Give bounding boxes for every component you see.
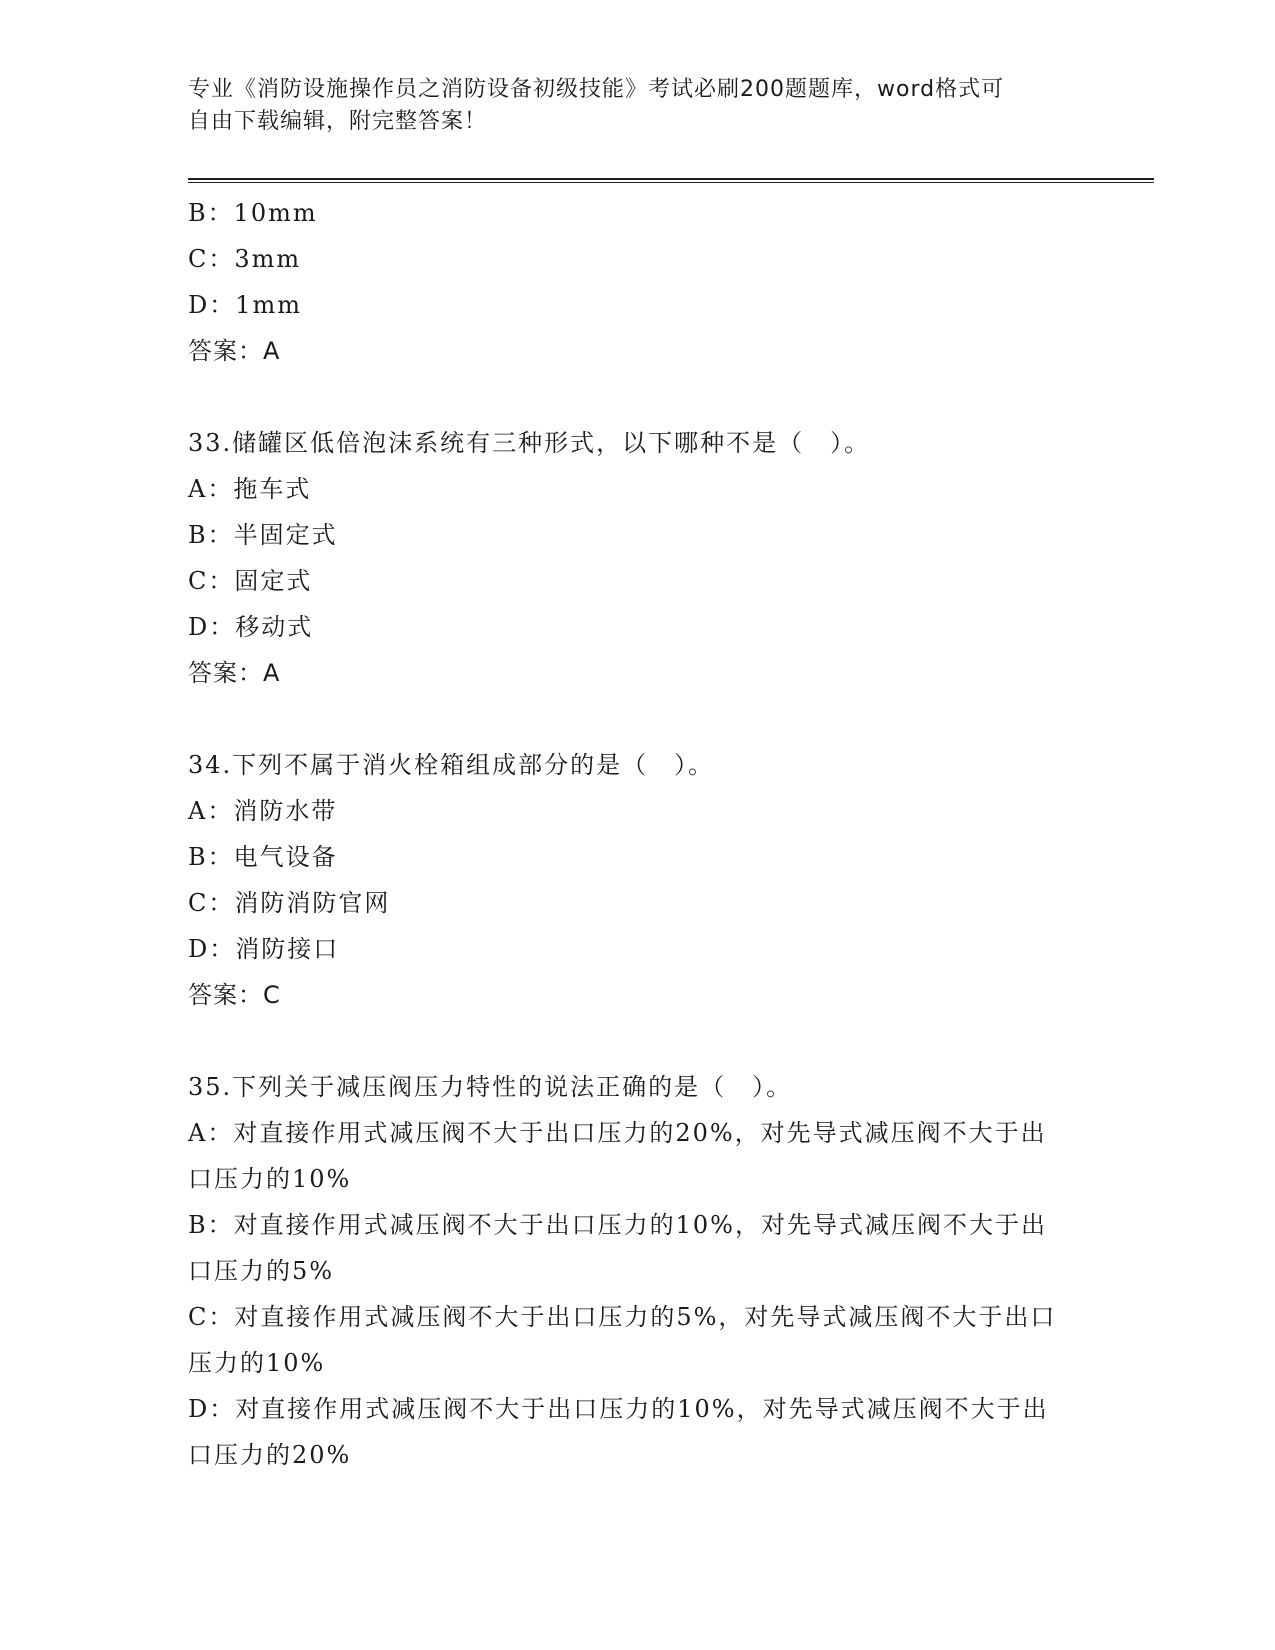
question-33: [188, 420, 1088, 696]
question-35: [188, 1064, 1088, 1478]
option-d: D：消防接口: [188, 935, 340, 963]
question-stem: 33.储罐区低倍泡沫系统有三种形式，以下哪种不是（ ）。: [188, 429, 871, 457]
option-c: C：3mm: [188, 245, 302, 273]
answer-label: 答案：A: [188, 659, 281, 687]
option-b: B：半固定式: [188, 521, 338, 549]
option-b: B：电气设备: [188, 843, 338, 871]
question-34: [188, 742, 1088, 1018]
option-d: D：对直接作用式减压阀不大于出口压力的10%，对先导式减压阀不大于出口压力的20%: [188, 1395, 1049, 1469]
option-c: C：消防消防官网: [188, 889, 391, 917]
header-line-1: 专业《消防设施操作员之消防设备初级技能》考试必刷200题题库，word格式可: [188, 77, 1005, 102]
question-list: [188, 190, 1088, 1478]
prev-question-block: [188, 190, 1088, 374]
option-d: D：移动式: [188, 613, 314, 641]
header-divider: [188, 178, 1154, 183]
option-c: C：对直接作用式减压阀不大于出口压力的5%，对先导式减压阀不大于出口压力的10%: [188, 1303, 1057, 1377]
option-d: D：1mm: [188, 291, 303, 319]
option-a: A：消防水带: [188, 797, 338, 825]
option-b: B：对直接作用式减压阀不大于出口压力的10%，对先导式减压阀不大于出口压力的5%: [188, 1211, 1047, 1285]
option-a: A：对直接作用式减压阀不大于出口压力的20%，对先导式减压阀不大于出口压力的10%: [188, 1119, 1047, 1193]
option-a: A：拖车式: [188, 475, 312, 503]
document-header: [188, 74, 1068, 138]
spacer: [188, 696, 1088, 742]
option-b: B：10mm: [188, 199, 318, 227]
answer-label: 答案：A: [188, 337, 281, 365]
question-stem: 35.下列关于减压阀压力特性的说法正确的是（ ）。: [188, 1073, 793, 1101]
question-stem: 34.下列不属于消火栓箱组成部分的是（ ）。: [188, 751, 715, 779]
option-c: C：固定式: [188, 567, 313, 595]
answer-label: 答案：C: [188, 981, 281, 1009]
header-line-2: 自由下载编辑，附完整答案！: [188, 109, 488, 134]
spacer: [188, 374, 1088, 420]
spacer: [188, 1018, 1088, 1064]
